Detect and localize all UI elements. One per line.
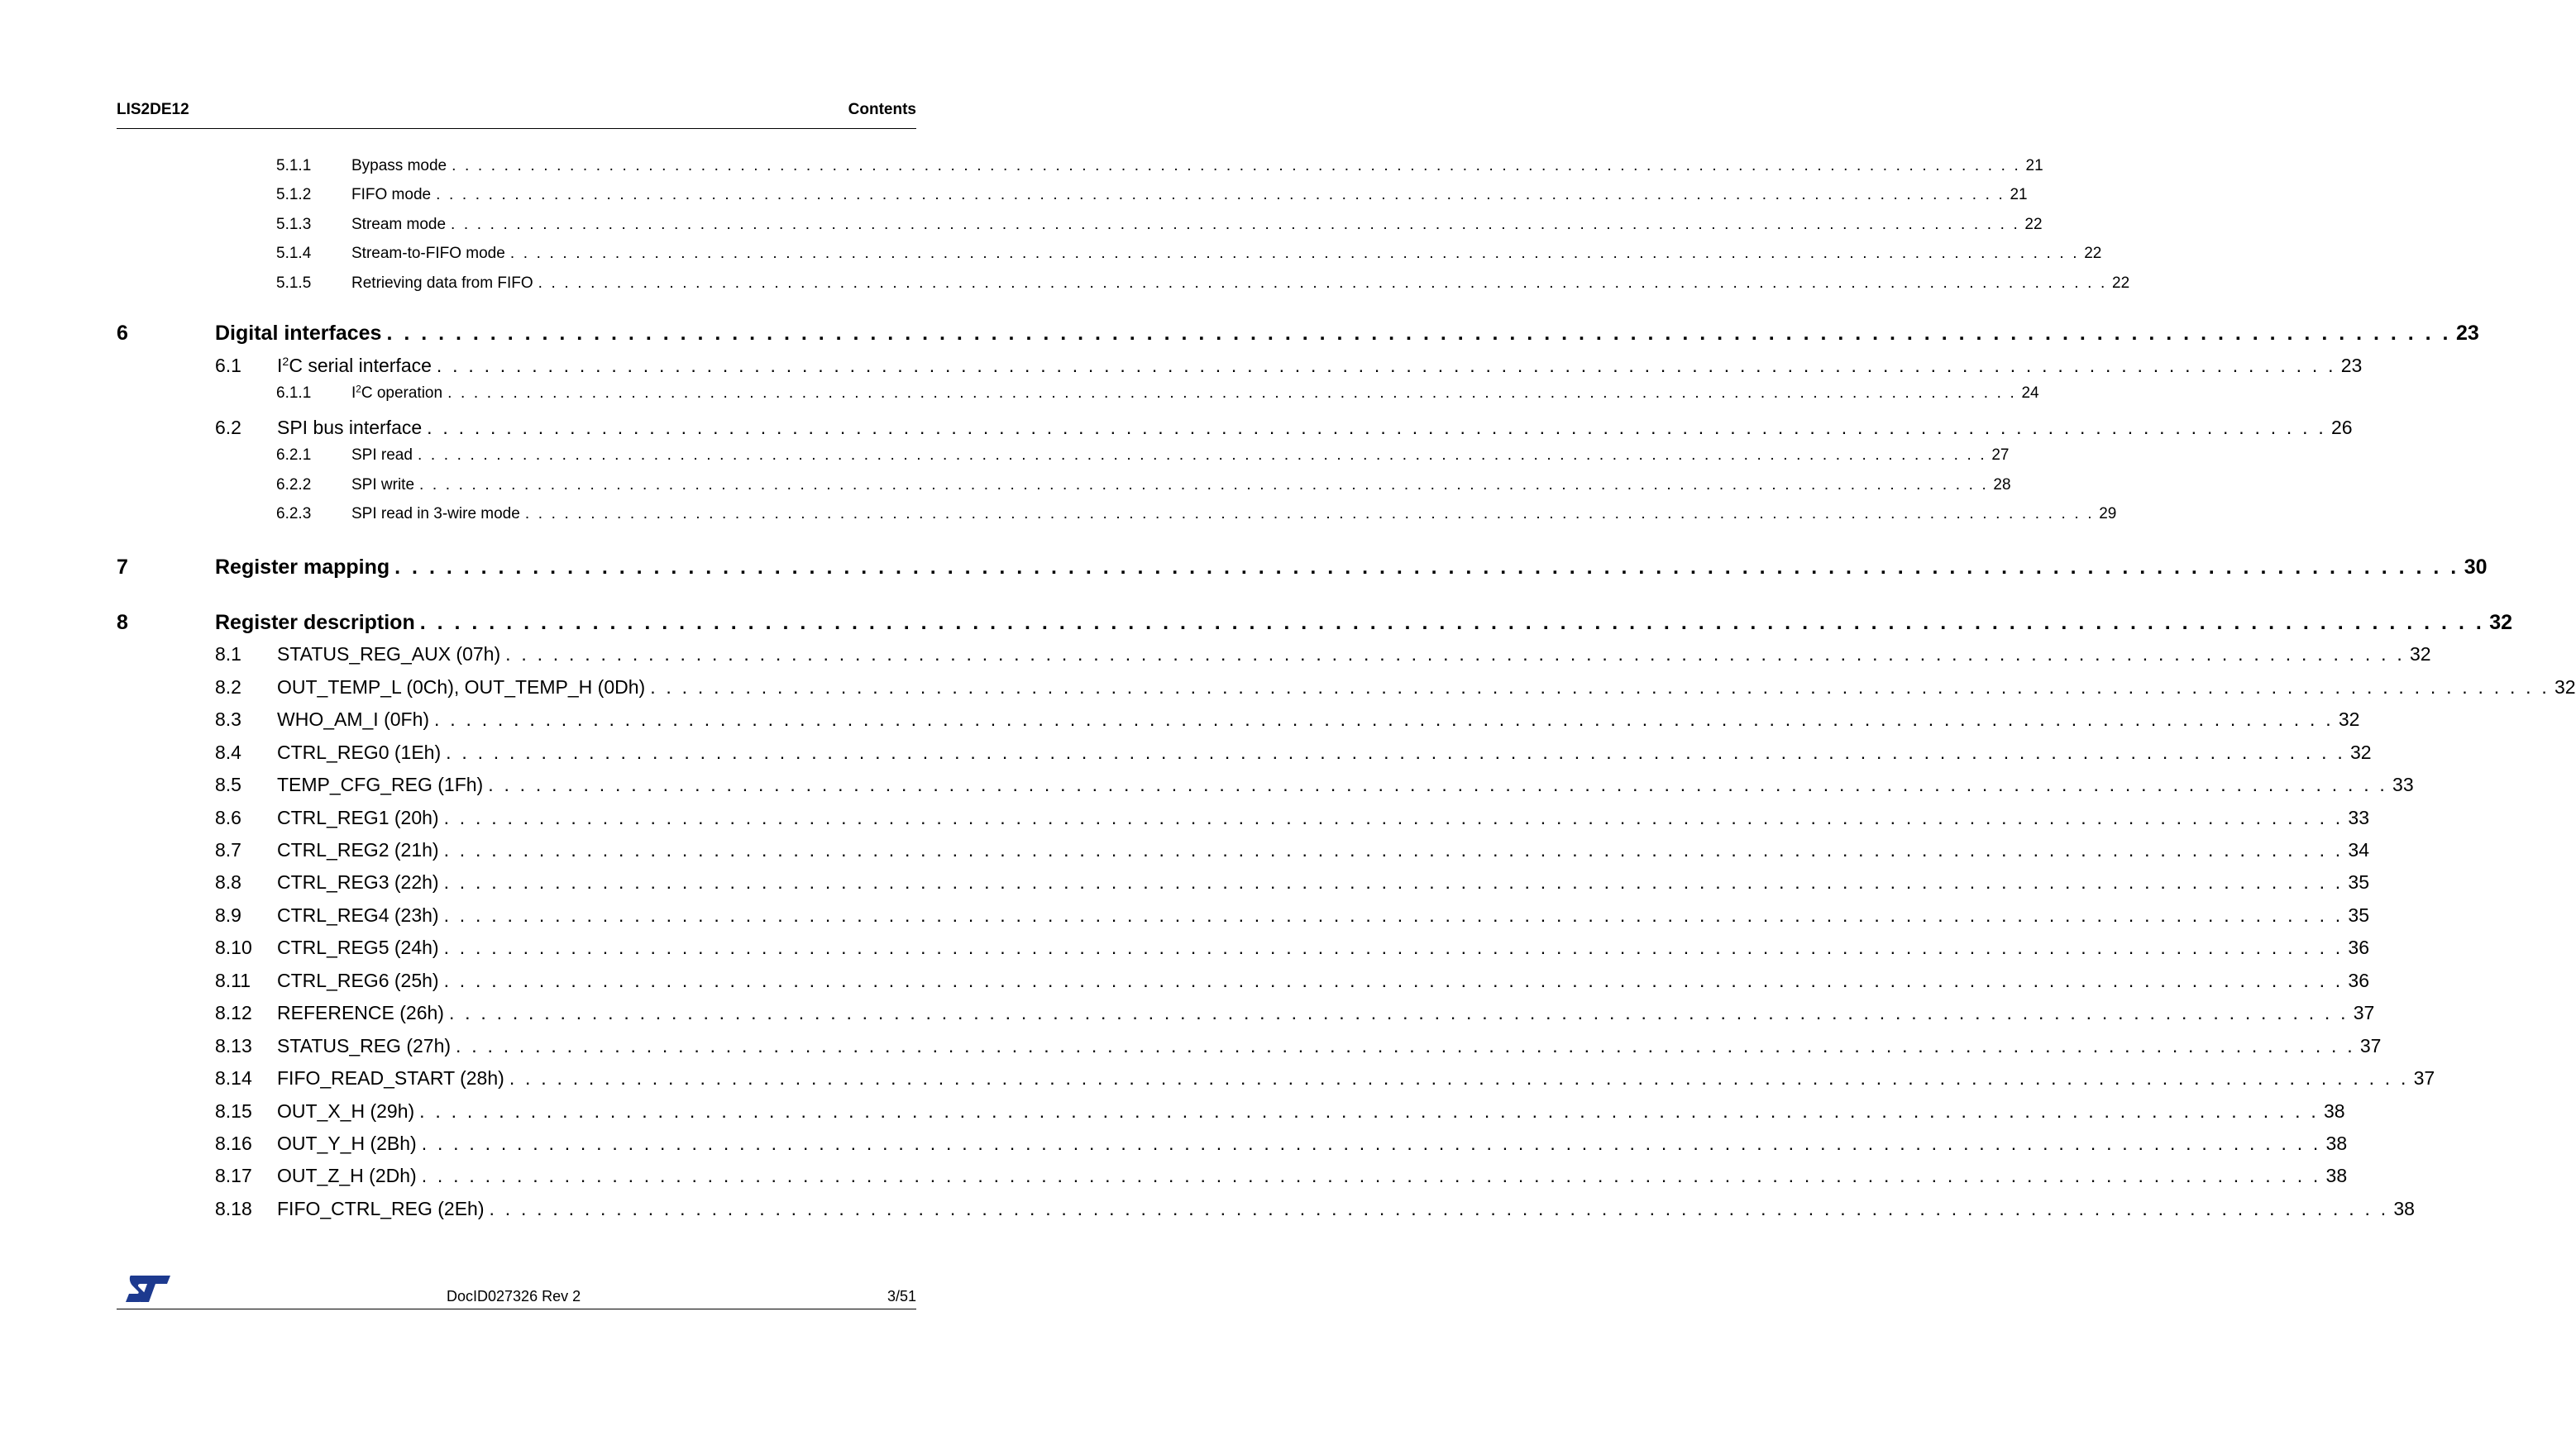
toc-entry[interactable] [276, 186, 2028, 204]
toc-entry-title-superscript: 2 [282, 355, 289, 370]
toc-entry-page: 32 [2554, 676, 2576, 698]
toc-entry-page: 38 [2324, 1100, 2345, 1122]
toc-entry[interactable] [215, 417, 2353, 439]
toc-entry-title: OUT_X_H (29h) [277, 1100, 415, 1122]
toc-entry-page: 22 [2112, 274, 2130, 292]
toc-entry-number: 6.1.1 [276, 384, 312, 402]
toc-leader-dots: . . . . . . . . . . . . . . . . . . . . . . . . . . . . . . . . . . . . . . . . . . . . . . . . . . . . . . . . . . . . . . . . . . . . . . . . . . . . . . . . . . . . . . . . . . . . . . . . . . . . . . . . . . . . . . . . . . . . . . . . [419, 1100, 2319, 1122]
toc-entry-page: 32 [2349, 742, 2372, 763]
toc-entry[interactable] [215, 1165, 2348, 1187]
toc-entry-title: FIFO mode [351, 186, 432, 203]
toc-entry-number: 8.11 [215, 970, 251, 991]
toc-entry-number: 8.18 [215, 1198, 252, 1219]
toc-entry[interactable] [215, 937, 2369, 959]
toc-entry[interactable] [215, 807, 2369, 829]
toc-entry-number: 8.14 [215, 1067, 252, 1089]
toc-entry-number: 6.1 [215, 355, 241, 376]
toc-entry-title: TEMP_CFG_REG (1Fh) [277, 774, 484, 795]
toc-leader-dots: . . . . . . . . . . . . . . . . . . . . . . . . . . . . . . . . . . . . . . . . . . . . . . . . . . . . . . . . . . . . . . . . . . . . . . . . . . . . . . . . . . . . . . . . . . . . . . . . . . . . . . . . . . . . . . . . . . . . . . . . [488, 774, 2388, 795]
toc-leader-dots: . . . . . . . . . . . . . . . . . . . . . . . . . . . . . . . . . . . . . . . . . . . . . . . . . . . . . . . . . . . . . . . . . . . . . . . . . . . . . . . . . . . . . . . . . . . . . . . . . . . . . . . . . . . . . . . . . . . . . . . . [443, 871, 2344, 893]
toc-entry-page: 33 [2348, 807, 2369, 828]
toc-leader-dots: . . . . . . . . . . . . . . . . . . . . . . . . . . . . . . . . . . . . . . . . . . . . . . . . . . . . . . . . . . . . . . . . . . . . . . . . . . . . . . . . . . . . . . . . . . . . . . . . . . . . . . . . . . . . . . . . . . . . . . . . [436, 355, 2336, 376]
toc-entry-number: 8.13 [215, 1035, 252, 1056]
toc-entry-title: SPI read in 3-wire mode [351, 505, 520, 522]
toc-entry-page: 22 [2024, 216, 2043, 233]
toc-leader-dots: . . . . . . . . . . . . . . . . . . . . . . . . . . . . . . . . . . . . . . . . . . . . . . . . . . . . . . . . . . . . . . . . . . . . . . . . . . . . . . . . . . . . . . . . . . . . . . . . . . . . . . . . . . . . . . . . . . . . . . . . [419, 476, 1989, 494]
toc-entry[interactable] [276, 245, 2102, 263]
toc-leader-dots: . . . . . . . . . . . . . . . . . . . . . . . . . . . . . . . . . . . . . . . . . . . . . . . . . . . . . . . . . . . . . . . . . . . . . . . . . . . . . . . . . . . . . . . . . . . . . . . . . . . . . . . . . . . . . . . . . . . . . . . . [451, 216, 2020, 233]
header-doc-name: LIS2DE12 [117, 101, 189, 118]
toc-entry-number: 8.8 [215, 871, 241, 893]
toc-leader-dots: . . . . . . . . . . . . . . . . . . . . . . . . . . . . . . . . . . . . . . . . . . . . . . . . . . . . . . . . . . . . . . . . . . . . . . . . . . . . . . . . . . . . . . . . . . . . . . . . . . . . . . . . . . . . . . . . . . . . . . . . [419, 611, 2485, 634]
toc-entry-title [351, 384, 442, 403]
toc-entry-title: CTRL_REG5 (24h) [277, 937, 439, 958]
footer-page-number: 3/51 [887, 1288, 916, 1305]
toc-leader-dots: . . . . . . . . . . . . . . . . . . . . . . . . . . . . . . . . . . . . . . . . . . . . . . . . . . . . . . . . . . . . . . . . . . . . . . . . . . . . . . . . . . . . . . . . . . . . . . . . . . . . . . . . . . . . . . . . . . . . . . . . [421, 1165, 2321, 1186]
toc-entry[interactable] [215, 676, 2576, 699]
toc-entry-number: 8.17 [215, 1165, 252, 1186]
toc-entry-number: 8.2 [215, 676, 241, 698]
toc-leader-dots: . . . . . . . . . . . . . . . . . . . . . . . . . . . . . . . . . . . . . . . . . . . . . . . . . . . . . . . . . . . . . . . . . . . . . . . . . . . . . . . . . . . . . . . . . . . . . . . . . . . . . . . . . . . . . . . . . . . . . . . . [417, 446, 1987, 464]
toc-entry-title: Register mapping [215, 556, 390, 579]
toc-entry-page: 38 [2393, 1198, 2415, 1219]
toc-leader-dots: . . . . . . . . . . . . . . . . . . . . . . . . . . . . . . . . . . . . . . . . . . . . . . . . . . . . . . . . . . . . . . . . . . . . . . . . . . . . . . . . . . . . . . . . . . . . . . . . . . . . . . . . . . . . . . . . . . . . . . . . [538, 274, 2107, 292]
toc-entry-number: 6.2 [215, 417, 241, 438]
toc-entry[interactable] [215, 1067, 2435, 1090]
toc-entry-title: Register description [215, 611, 415, 634]
toc-entry[interactable] [215, 1035, 2382, 1057]
toc-entry-number: 5.1.3 [276, 216, 312, 233]
toc-entry-page: 28 [1993, 476, 2011, 494]
toc-entry-page: 26 [2330, 417, 2353, 438]
toc-entry[interactable] [276, 505, 2117, 523]
toc-leader-dots: . . . . . . . . . . . . . . . . . . . . . . . . . . . . . . . . . . . . . . . . . . . . . . . . . . . . . . . . . . . . . . . . . . . . . . . . . . . . . . . . . . . . . . . . . . . . . . . . . . . . . . . . . . . . . . . . . . . . . . . . [509, 245, 2080, 262]
toc-entry-number: 6.2.2 [276, 476, 312, 494]
toc-leader-dots: . . . . . . . . . . . . . . . . . . . . . . . . . . . . . . . . . . . . . . . . . . . . . . . . . . . . . . . . . . . . . . . . . . . . . . . . . . . . . . . . . . . . . . . . . . . . . . . . . . . . . . . . . . . . . . . . . . . . . . . . [443, 937, 2344, 958]
toc-entry-number: 8.3 [215, 708, 241, 730]
toc-entry-page: 30 [2464, 556, 2488, 579]
toc-entry-title [277, 355, 432, 377]
toc-entry[interactable] [276, 216, 2043, 234]
toc-leader-dots: . . . . . . . . . . . . . . . . . . . . . . . . . . . . . . . . . . . . . . . . . . . . . . . . . . . . . . . . . . . . . . . . . . . . . . . . . . . . . . . . . . . . . . . . . . . . . . . . . . . . . . . . . . . . . . . . . . . . . . . . [446, 742, 2345, 763]
toc-entry-page: 35 [2348, 904, 2369, 926]
toc-leader-dots: . . . . . . . . . . . . . . . . . . . . . . . . . . . . . . . . . . . . . . . . . . . . . . . . . . . . . . . . . . . . . . . . . . . . . . . . . . . . . . . . . . . . . . . . . . . . . . . . . . . . . . . . . . . . . . . . . . . . . . . . [434, 708, 2334, 730]
toc-entry-page: 22 [2084, 245, 2102, 262]
toc-entry-title: Retrieving data from FIFO [351, 274, 533, 292]
toc-entry-title: SPI bus interface [277, 417, 423, 438]
toc-entry-title: CTRL_REG3 (22h) [277, 871, 439, 893]
toc-entry-number: 8.12 [215, 1002, 252, 1023]
toc-entry[interactable] [276, 157, 2043, 175]
toc-entry-page: 33 [2392, 774, 2414, 795]
toc-entry-page: 29 [2099, 505, 2117, 522]
toc-entry-number: 8.15 [215, 1100, 252, 1122]
toc-entry-page: 38 [2325, 1133, 2348, 1154]
toc-entry[interactable] [215, 355, 2363, 377]
toc-leader-dots: . . . . . . . . . . . . . . . . . . . . . . . . . . . . . . . . . . . . . . . . . . . . . . . . . . . . . . . . . . . . . . . . . . . . . . . . . . . . . . . . . . . . . . . . . . . . . . . . . . . . . . . . . . . . . . . . . . . . . . . . [421, 1133, 2321, 1154]
toc-leader-dots: . . . . . . . . . . . . . . . . . . . . . . . . . . . . . . . . . . . . . . . . . . . . . . . . . . . . . . . . . . . . . . . . . . . . . . . . . . . . . . . . . . . . . . . . . . . . . . . . . . . . . . . . . . . . . . . . . . . . . . . . [436, 186, 2005, 203]
toc-leader-dots: . . . . . . . . . . . . . . . . . . . . . . . . . . . . . . . . . . . . . . . . . . . . . . . . . . . . . . . . . . . . . . . . . . . . . . . . . . . . . . . . . . . . . . . . . . . . . . . . . . . . . . . . . . . . . . . . . . . . . . . . [443, 904, 2344, 926]
toc-leader-dots: . . . . . . . . . . . . . . . . . . . . . . . . . . . . . . . . . . . . . . . . . . . . . . . . . . . . . . . . . . . . . . . . . . . . . . . . . . . . . . . . . . . . . . . . . . . . . . . . . . . . . . . . . . . . . . . . . . . . . . . . [427, 417, 2326, 438]
toc-entry-page: 32 [2409, 643, 2431, 665]
toc-entry-page: 36 [2348, 937, 2369, 958]
toc-entry-page: 24 [2021, 384, 2039, 402]
toc-leader-dots: . . . . . . . . . . . . . . . . . . . . . . . . . . . . . . . . . . . . . . . . . . . . . . . . . . . . . . . . . . . . . . . . . . . . . . . . . . . . . . . . . . . . . . . . . . . . . . . . . . . . . . . . . . . . . . . . . . . . . . . . [386, 322, 2451, 345]
toc-entry-title: Bypass mode [351, 157, 447, 174]
toc-entry-page: 32 [2489, 611, 2513, 634]
toc-entry-title: OUT_Z_H (2Dh) [277, 1165, 417, 1186]
toc-entry-title: CTRL_REG4 (23h) [277, 904, 439, 926]
toc-entry-title: SPI write [351, 476, 415, 494]
toc-entry-page: 34 [2348, 839, 2369, 861]
toc-entry-title: CTRL_REG0 (1Eh) [277, 742, 442, 763]
toc-entry-number: 8.9 [215, 904, 241, 926]
toc-entry-title-prefix: I [277, 355, 283, 376]
toc-entry-number: 8.10 [215, 937, 252, 958]
toc-entry-number: 8.5 [215, 774, 241, 795]
toc-entry-title: REFERENCE (26h) [277, 1002, 444, 1023]
toc-entry[interactable] [215, 742, 2372, 764]
header-section: Contents [848, 101, 916, 118]
toc-entry[interactable] [215, 708, 2360, 731]
toc-entry-page: 37 [2353, 1002, 2375, 1023]
toc-entry-title: STATUS_REG_AUX (07h) [277, 643, 501, 665]
toc-entry[interactable] [215, 839, 2369, 861]
toc-entry-title: Stream-to-FIFO mode [351, 245, 505, 262]
toc-leader-dots: . . . . . . . . . . . . . . . . . . . . . . . . . . . . . . . . . . . . . . . . . . . . . . . . . . . . . . . . . . . . . . . . . . . . . . . . . . . . . . . . . . . . . . . . . . . . . . . . . . . . . . . . . . . . . . . . . . . . . . . . [650, 676, 2550, 698]
st-logo-icon [124, 1274, 172, 1304]
toc-entry-page: 38 [2325, 1165, 2348, 1186]
toc-entry-page: 37 [2359, 1035, 2382, 1056]
toc-entry-title: FIFO_READ_START (28h) [277, 1067, 504, 1089]
toc-leader-dots: . . . . . . . . . . . . . . . . . . . . . . . . . . . . . . . . . . . . . . . . . . . . . . . . . . . . . . . . . . . . . . . . . . . . . . . . . . . . . . . . . . . . . . . . . . . . . . . . . . . . . . . . . . . . . . . . . . . . . . . . [443, 970, 2344, 991]
toc-leader-dots: . . . . . . . . . . . . . . . . . . . . . . . . . . . . . . . . . . . . . . . . . . . . . . . . . . . . . . . . . . . . . . . . . . . . . . . . . . . . . . . . . . . . . . . . . . . . . . . . . . . . . . . . . . . . . . . . . . . . . . . . [448, 1002, 2349, 1023]
toc-leader-dots: . . . . . . . . . . . . . . . . . . . . . . . . . . . . . . . . . . . . . . . . . . . . . . . . . . . . . . . . . . . . . . . . . . . . . . . . . . . . . . . . . . . . . . . . . . . . . . . . . . . . . . . . . . . . . . . . . . . . . . . . [394, 556, 2459, 579]
toc-entry-page: 21 [2025, 157, 2043, 174]
toc-leader-dots: . . . . . . . . . . . . . . . . . . . . . . . . . . . . . . . . . . . . . . . . . . . . . . . . . . . . . . . . . . . . . . . . . . . . . . . . . . . . . . . . . . . . . . . . . . . . . . . . . . . . . . . . . . . . . . . . . . . . . . . . [447, 384, 2017, 402]
toc-leader-dots: . . . . . . . . . . . . . . . . . . . . . . . . . . . . . . . . . . . . . . . . . . . . . . . . . . . . . . . . . . . . . . . . . . . . . . . . . . . . . . . . . . . . . . . . . . . . . . . . . . . . . . . . . . . . . . . . . . . . . . . . [452, 157, 2021, 174]
toc-entry[interactable] [215, 1100, 2345, 1123]
toc-entry-title: CTRL_REG1 (20h) [277, 807, 439, 828]
toc-entry-number: 6.2.3 [276, 505, 312, 522]
toc-entry-page: 23 [2456, 322, 2479, 345]
toc-entry-number: 8.4 [215, 742, 241, 763]
toc-entry-number: 8.16 [215, 1133, 252, 1154]
toc-entry-number: 8.1 [215, 643, 241, 665]
toc-leader-dots: . . . . . . . . . . . . . . . . . . . . . . . . . . . . . . . . . . . . . . . . . . . . . . . . . . . . . . . . . . . . . . . . . . . . . . . . . . . . . . . . . . . . . . . . . . . . . . . . . . . . . . . . . . . . . . . . . . . . . . . . [443, 839, 2344, 861]
toc-leader-dots: . . . . . . . . . . . . . . . . . . . . . . . . . . . . . . . . . . . . . . . . . . . . . . . . . . . . . . . . . . . . . . . . . . . . . . . . . . . . . . . . . . . . . . . . . . . . . . . . . . . . . . . . . . . . . . . . . . . . . . . . [456, 1035, 2355, 1056]
toc-entry[interactable] [215, 1133, 2348, 1155]
footer-doc-id: DocID027326 Rev 2 [447, 1288, 581, 1305]
toc-entry-title: WHO_AM_I (0Fh) [277, 708, 430, 730]
toc-entry-page: 32 [2338, 708, 2360, 730]
toc-entry-title: Stream mode [351, 216, 447, 233]
toc-leader-dots: . . . . . . . . . . . . . . . . . . . . . . . . . . . . . . . . . . . . . . . . . . . . . . . . . . . . . . . . . . . . . . . . . . . . . . . . . . . . . . . . . . . . . . . . . . . . . . . . . . . . . . . . . . . . . . . . . . . . . . . . [509, 1067, 2409, 1089]
toc-entry-title: STATUS_REG (27h) [277, 1035, 452, 1056]
toc-entry-title: CTRL_REG6 (25h) [277, 970, 439, 991]
toc-entry-title: OUT_TEMP_L (0Ch), OUT_TEMP_H (0Dh) [277, 676, 646, 698]
toc-entry-title: CTRL_REG2 (21h) [277, 839, 439, 861]
toc-entry-page: 37 [2413, 1067, 2435, 1089]
toc-entry-title: Digital interfaces [215, 322, 382, 345]
toc-entry-page: 36 [2348, 970, 2369, 991]
toc-entry[interactable] [276, 384, 2039, 403]
toc-entry-title: OUT_Y_H (2Bh) [277, 1133, 417, 1154]
toc-entry[interactable] [276, 274, 2130, 293]
toc-entry-number: 8 [117, 611, 128, 634]
toc-entry-title: SPI read [351, 446, 413, 464]
toc-leader-dots: . . . . . . . . . . . . . . . . . . . . . . . . . . . . . . . . . . . . . . . . . . . . . . . . . . . . . . . . . . . . . . . . . . . . . . . . . . . . . . . . . . . . . . . . . . . . . . . . . . . . . . . . . . . . . . . . . . . . . . . . [524, 505, 2095, 522]
toc-entry-title-suffix: C serial interface [289, 355, 432, 376]
toc-entry-title: FIFO_CTRL_REG (2Eh) [277, 1198, 485, 1219]
toc-entry[interactable] [215, 1002, 2375, 1024]
toc-entry-title-superscript: 2 [356, 384, 361, 395]
toc-entry-title-prefix: I [351, 384, 356, 402]
toc-entry[interactable] [215, 904, 2369, 927]
toc-entry[interactable] [117, 322, 2479, 346]
toc-entry-number: 5.1.4 [276, 245, 312, 262]
toc-entry-page: 27 [1991, 446, 2010, 464]
toc-leader-dots: . . . . . . . . . . . . . . . . . . . . . . . . . . . . . . . . . . . . . . . . . . . . . . . . . . . . . . . . . . . . . . . . . . . . . . . . . . . . . . . . . . . . . . . . . . . . . . . . . . . . . . . . . . . . . . . . . . . . . . . . [443, 807, 2344, 828]
toc-entry-number: 6.2.1 [276, 446, 312, 464]
header-rule [117, 128, 916, 129]
toc-entry-number: 6 [117, 322, 128, 345]
toc-entry[interactable] [215, 774, 2414, 796]
toc-entry[interactable] [215, 970, 2369, 992]
toc-entry-number: 5.1.2 [276, 186, 312, 203]
toc-entry[interactable] [215, 1198, 2415, 1220]
toc-leader-dots: . . . . . . . . . . . . . . . . . . . . . . . . . . . . . . . . . . . . . . . . . . . . . . . . . . . . . . . . . . . . . . . . . . . . . . . . . . . . . . . . . . . . . . . . . . . . . . . . . . . . . . . . . . . . . . . . . . . . . . . . [489, 1198, 2389, 1219]
toc-entry-title-suffix: C operation [361, 384, 443, 402]
toc-leader-dots: . . . . . . . . . . . . . . . . . . . . . . . . . . . . . . . . . . . . . . . . . . . . . . . . . . . . . . . . . . . . . . . . . . . . . . . . . . . . . . . . . . . . . . . . . . . . . . . . . . . . . . . . . . . . . . . . . . . . . . . . [505, 643, 2405, 665]
toc-entry[interactable] [215, 643, 2431, 665]
toc-entry[interactable] [117, 611, 2513, 635]
toc-entry-number: 5.1.1 [276, 157, 312, 174]
toc-entry-number: 8.7 [215, 839, 241, 861]
toc-entry-number: 5.1.5 [276, 274, 312, 292]
toc-entry-number: 8.6 [215, 807, 241, 828]
toc-entry[interactable] [276, 476, 2011, 494]
toc-entry[interactable] [276, 446, 2010, 465]
toc-entry[interactable] [215, 871, 2369, 894]
toc-entry-page: 21 [2010, 186, 2028, 203]
toc-entry-page: 23 [2340, 355, 2363, 376]
toc-entry-number: 7 [117, 556, 128, 579]
toc-entry-page: 35 [2348, 871, 2369, 893]
toc-entry[interactable] [117, 556, 2488, 580]
